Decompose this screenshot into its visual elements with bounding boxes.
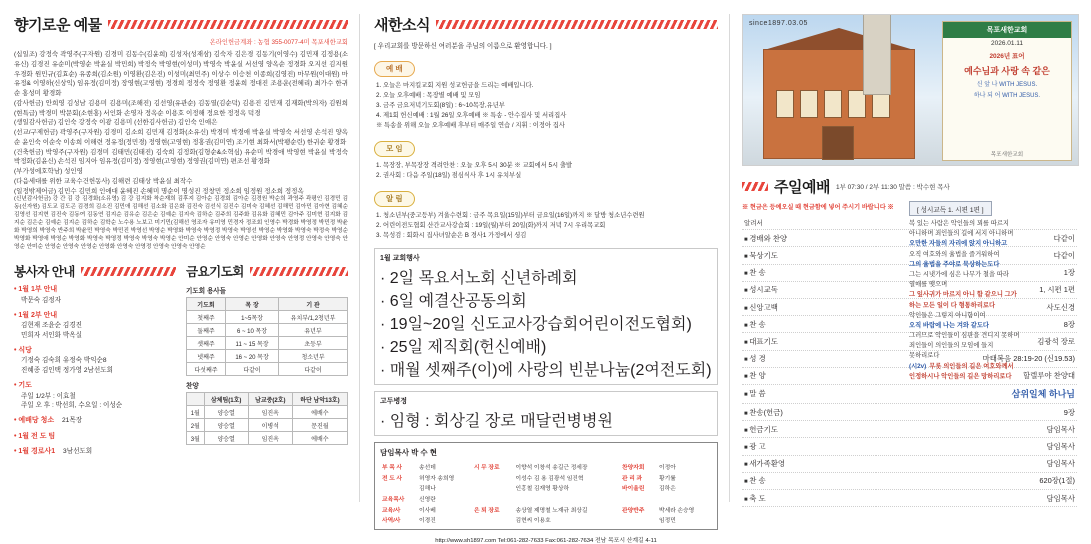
table-row: 사역/사 이경진 김현씨 이용호 임정민 xyxy=(382,518,676,525)
col-header: 하단 남악13호) xyxy=(292,393,347,406)
offerings-paragraph: (부가성에호학남) 성인영 xyxy=(14,168,83,175)
founding-date: since1897.03.05 xyxy=(749,20,808,27)
offerings-paragraph: (선교/구제헌금) 곽영주(구자원) 김경미 김소희 김민재 김정화(소유신) 박경미 박경애 박윤실 박영숙 서선영 손석진 양옥순 윤인숙 이순숙 이송희 이해련 정유정(정민경) 정영현(고영현) 정홍권(김미연) 조기현 최화서(박팽순린) 한귀순 황경화 xyxy=(14,129,348,146)
reading-line: 복 있는 사람은 악인들의 꾀를 따르지 xyxy=(909,220,1009,227)
event-line: · 2일 목요서노회 신년하례회 xyxy=(380,270,578,288)
staff-box xyxy=(374,442,718,530)
table-row: 3월 양승열 임진옥 에배수 xyxy=(187,432,348,445)
choir-table xyxy=(186,392,348,445)
table-row: 다섯째주 다같이 다같이 xyxy=(187,363,348,376)
table-row: 둘째주 6 ~ 10 목장 유년부 xyxy=(187,324,348,337)
event-line: · 19일~20일 신도교사강습회어린이전도협회) xyxy=(380,316,692,334)
volunteer-names: 박문숙 김정자 xyxy=(21,296,62,304)
volunteers-title: 봉사자 안내 xyxy=(14,265,75,280)
volunteer-item: • 1월 전 도 팀 xyxy=(14,432,56,440)
prayer-heading xyxy=(186,262,348,280)
table-row: 2월 양승열 이병석 문진월 xyxy=(187,419,348,432)
church-photo xyxy=(742,14,1079,166)
prayer-title: 금요기도회 xyxy=(186,265,244,280)
year-theme-sub1: 신 앞 나 WITH JESUS. xyxy=(976,82,1038,89)
news-line: 3. 금주 금요저녁기도회(8일) : 6~10목장,유년부 xyxy=(376,101,505,109)
bulletin-date: 2026.01.11 xyxy=(990,40,1024,47)
choir-table-caption: 찬양 xyxy=(186,383,199,391)
church-building-illustration xyxy=(763,49,915,159)
reading-line: 아니하며 죄인들의 길에 서지 아니하며 xyxy=(909,230,1014,238)
volunteer-item: • 식당 기정숙 김숙희 유정숙 박익순8 진혜종 김인택 정가영 2남선도회 xyxy=(14,346,176,376)
reading-line: 그러므로 악인들이 심판을 견디지 못하며 xyxy=(909,332,1020,340)
col-header: 기 관 xyxy=(279,298,348,311)
reading-line: 그의 율법을 주야로 묵상하는도다 xyxy=(909,260,1000,268)
reading-line: 못하리로다 xyxy=(909,352,940,360)
hatch-bar-icon xyxy=(436,20,718,29)
welcome-text: [ 우리교회를 방문하신 여러분을 주님의 이름으로 환영합니다. ] xyxy=(374,43,552,50)
cross-icon xyxy=(874,14,878,15)
volunteer-item: • 1월 2부 안내 김현재 조윤순 김경진 민희자 서인화 박옥실 xyxy=(14,311,176,341)
reading-line: 무릇 의인들의 길은 여호와께서 xyxy=(929,362,1014,370)
table-row: ■ 찬 송 1장 xyxy=(742,264,1077,281)
volunteer-names: 민희자 서인화 박옥실 xyxy=(21,331,82,339)
volunteer-item: • 예배당 청소 21목장 xyxy=(14,417,83,425)
section-label: 예 배 xyxy=(374,61,415,77)
event-line: · 매월 셋째주(이)에 사랑의 빈분나눔(2여전도회) xyxy=(380,362,712,380)
table-row: ■ 찬송(헌금) 9장 xyxy=(742,404,1077,421)
news-section-worship xyxy=(374,58,718,131)
table-row: ■ 묵상기도 다같이 xyxy=(742,247,1077,264)
news-line: 1. 오늘은 마지킬교회 지원 성교헌금을 드리는 예배입니다. xyxy=(376,81,534,89)
offerings-body xyxy=(14,50,348,252)
table-row: ■ 축 도 담임목사 xyxy=(742,490,1077,507)
reading-line: 인정하시나 악인들의 길은 망하리로다 xyxy=(909,372,1012,380)
church-name: 목포새한교회 xyxy=(943,22,1071,38)
reading-mark: (시2v) xyxy=(909,362,927,370)
reading-line: 열매를 맺으며 xyxy=(909,281,948,289)
table-row: 김해나 인홍철 김재영 황상하 바이올린 김하은 xyxy=(419,486,676,493)
offerings-paragraph: (다음세대를 위한 교육수건헌동사) 김해련 김태상 박윤실 최작수 xyxy=(14,177,193,185)
reading-line: 그는 시냇가에 심은 나무가 철을 따라 xyxy=(909,270,1009,278)
event-line: · 6일 예결산공동의회 xyxy=(380,293,527,311)
col-header: 삼체팀(1호) xyxy=(204,393,248,406)
offerings-paragraph: (신년감사헌금) 강 간 김 강 김경화(소유영) 김 강 김지화 착순재희 김후지 김아순 김경회 김아순 김경원 박순희 곽영주 곽평인 김경민 김동(신자원) 김도교 김도곤 김경희 김소진 김민애 김해선 김소화 김은화 김진숙 김선식 김진수 김미숙 김혜선 김해민 김아민 김아현 김혜순 김영선 김지현 김진숙 김동여 김동연 김지순 김유순 김은순 김예순 김지숙 김하순 김주희 김주화 김유화 김혜민 김아주 김미현 김지화 김지순 김은순 김예순 김지순 김하순 김학순 노수용 노보고 미기민(김해선 영조자 유미영 민경자 정조회 인영수 박경화 박영정 박민정 박윤화 박영희 박영숙 반주희 박윤민 박영숙 박민진 박영선 박영순 박영화 박영숙 박영정 박영숙 박영선 박영순 박영화 박영숙 박정숙 박영순 박영화 박영애 박영순 박영화 박영숙 박영정 박영숙 박영숙 박영순 안미순 안영순 안영숙 안영순 안영화 안영숙 안영정 안영숙 안영숙 안영순 안미순 안영순 안영숙 안영순 안영화 안영숙 안영정 안영숙 안영숙 안영순 xyxy=(14,196,348,251)
offerings-paragraph: (건축헌금) 박영주(구자원) 김경미 김태민(김태진) 김숙희 김정화(김형순&소혁심) 유순미 박경애 박영현 박윤실 박정숙 박정화(김윤신) 손석진 임지아 임유정(김미정) 정영현(고영현) 정영권(김미연) 편조선 황경화 xyxy=(14,148,348,166)
reading-line: 오직 여호와의 율법을 즐거워하여 xyxy=(909,250,1000,258)
news-line: 2. 어린이전도협회 산간교사강습회 : 19일(월)부터 20일(화)까지 저녁 7시 우리목교회 xyxy=(376,222,606,229)
table-row: ■ 찬 송 8장 xyxy=(742,316,1077,333)
volunteer-item: • 1월 1부 안내 박문숙 김정자 xyxy=(14,285,176,305)
volunteer-item: • 1월 경로사1 3남선도회 xyxy=(14,448,93,456)
news-section-notices xyxy=(374,188,718,241)
offerings-paragraph: (십일조) 강정숙 곽영주(구자원) 김경미 김동수(김윤희) 김성자(성재삼) 김숙자 김은경 김동기(이영수) 김민재 김정용(소유신) 김경진 유순미(박영순 박윤실 박민희) 박정숙 박영현(이성미) 박영숙 박윤실 서선영 양옥순 정경화 오지선 김지원 우경화 원민규(김효순) 유종희(김소원) 이영환(김은진) 이성미(최민주) 이상수 이승천 이종희(김영진) 마무원(이대원) 마유정& 이영하(신상익) 임유정(김미정) 장영현(고영현) 정경희 정정숙 정영환 정윤희 정대진 조용운(전혜리) 최가수 한귀순 홍성미 황경화 xyxy=(14,51,348,97)
church-steeple xyxy=(863,14,891,95)
col-header xyxy=(187,393,205,406)
table-row: ■ 찬 양 할렐루야 찬양대 xyxy=(742,367,1077,384)
news-line: ※ 특송을 위해 오늘 오후예배 후부터 매주일 연습 / 지휘 : 이정아 집사 xyxy=(376,122,565,130)
offerings-account: 온라인헌금계좌 : 농협 355-0077-4미 목포새한교회 xyxy=(209,39,348,46)
volunteer-names: 3남선도회 xyxy=(63,448,93,456)
reading-line: 하는 모든 일이 다 형통하리로다 xyxy=(909,301,996,309)
table-row: ■ 광 고 담임목사 xyxy=(742,438,1077,455)
volunteer-names: 진혜종 김인택 정가영 2남선도회 xyxy=(21,367,113,375)
table-row: 전 도 사 허영자 송희영 이성수 김 용 김광석 임진혁 관 리 과 황기률 xyxy=(382,475,676,482)
news-line: 3. 목성검 : 회화시 집사녀알순은 B 경사1 가정에서 셩김 xyxy=(376,232,527,240)
year-theme-text: 예수님과 사랑 속 같은 xyxy=(964,66,1050,76)
prayer-table-caption: 기도회 용사들 xyxy=(186,288,227,296)
offerings-paragraph: (일정밖제어금) 김민수 김민희 인애대 윤혜진 손혜미 명순이 명성진 정창민 정소희 임정원 정소희 정정옥 xyxy=(14,187,304,195)
table-row: 1월 양승열 임진옥 에배수 xyxy=(187,406,348,419)
volunteer-names: 주일 오 후 : 박선희, 수요일 : 이성순 xyxy=(21,402,123,410)
section-label: 모 임 xyxy=(374,141,415,157)
service-heading xyxy=(742,176,1077,197)
service-meta: 1부 07:30 / 2부 11:30 말씀 : 박수현 목사 xyxy=(835,184,950,191)
column-service xyxy=(730,0,1091,516)
column-news xyxy=(360,0,730,544)
volunteer-names: 김현재 조윤순 김경진 xyxy=(21,322,82,330)
offerings-paragraph: (감사헌금) 안희영 김성남 김용미 김용미(조해진) 김선영(유관순) 김동열(김순덕) 김용진 김민재 김재화(박의자) 김원희 (현특급) 박경미 박문회(소현홍) 서인화 손영자 정옥순 이용호 이정해 정요한 정정옥 덕경 xyxy=(14,99,348,117)
table-row: 교육/사 이사베 은 퇴 장로 송상열 제명철 노재규 최상길 관양반주 박세라 손승영 xyxy=(382,507,695,514)
volunteer-names: 주일 1/2부 : 이효철 xyxy=(21,392,76,400)
table-row: 알려서 xyxy=(742,215,1077,230)
staff-table xyxy=(380,461,712,525)
news-title: 새한소식 xyxy=(374,17,430,34)
responsive-reading-panel xyxy=(909,196,1077,382)
service-title: 주일예배 xyxy=(774,179,830,196)
year-theme-label: 2026년 표어 xyxy=(989,53,1025,60)
table-row: ■ 말 씀 삼위일체 하나님 xyxy=(742,384,1077,403)
offerings-heading xyxy=(14,14,348,35)
table-row: ■ 찬 송 620장(1절) xyxy=(742,472,1077,489)
table-row: 부 목 사 송선데 시 무 장로 이향석 이창석 송길근 정세장 찬양자회 이정아 xyxy=(382,465,676,472)
year-theme-banner xyxy=(942,21,1072,161)
contact-footer: http://www.sh1897.com Tel:061-282-7633 Fax:061-282-7634 전남 목포시 산계길 4-11 xyxy=(435,537,657,544)
prayer-block xyxy=(186,262,348,463)
news-line: 1. 청소년부(중고등부) 겨울수련회 : 금주 목요일(15일)부터 금요일(16일)까지 ※ 달방 청소년수련원 xyxy=(376,211,645,219)
monthly-events-box xyxy=(374,248,718,385)
hatch-bar-icon xyxy=(108,20,348,29)
hatch-bar-icon xyxy=(742,182,768,191)
news-heading xyxy=(374,14,718,35)
volunteer-names: 21목장 xyxy=(62,417,83,425)
offerings-title: 향기로운 예물 xyxy=(14,17,102,34)
table-row: ■ 대표기도 김광석 장로 xyxy=(742,333,1077,350)
event-line: · 25일 제직회(헌신예배) xyxy=(380,339,547,357)
banner-church-name: 목포새한교회 xyxy=(990,152,1024,158)
reading-line: 악인들은 그렇지 아니함이여 xyxy=(909,311,986,319)
col-header: 기도회 xyxy=(187,298,226,311)
col-header: 남교중(2호) xyxy=(248,393,292,406)
hospital-line: · 임형 : 회상길 장로 매달런병병원 xyxy=(380,413,613,431)
reading-line: 오만한 자들의 자리에 앉지 아니하고 xyxy=(909,240,1008,248)
monthly-events-title: 1월 교회행사 xyxy=(380,255,420,263)
table-row: ■ 경배와 찬양 다같이 xyxy=(742,230,1077,247)
news-line: 2. 권사회 : 다음 주일(18일) 점심식사 후 1시 유치부실 xyxy=(376,172,522,180)
year-theme-sub2: 하나 되 어 WITH JESUS. xyxy=(973,92,1041,99)
news-line: 2. 오늘 오후예배 : 목장별 예배 및 모임 xyxy=(376,91,481,99)
reading-line: 오직 바람에 나는 겨와 같도다 xyxy=(909,321,989,329)
prayer-table xyxy=(186,297,348,376)
hatch-bar-icon xyxy=(81,267,176,276)
table-row: ■ 성 경 마태복음 28:19-20 (신19.53) xyxy=(742,350,1077,367)
table-row: ■ 신앙고백 사도신경 xyxy=(742,298,1077,315)
hospital-visit-box xyxy=(374,391,718,436)
table-row: ■ 헌금기도 담임목사 xyxy=(742,421,1077,438)
reading-line: 죄인들이 의인들의 모임에 들지 xyxy=(909,342,994,350)
news-section-meetings xyxy=(374,138,718,181)
column-offerings xyxy=(0,0,360,516)
table-row: ■ 새가족환영 담임목사 xyxy=(742,455,1077,472)
col-header: 목 장 xyxy=(225,298,278,311)
responsive-reading-text xyxy=(909,219,1077,382)
responsive-reading-label: [ 성시교독 1. 시편 1편 ] xyxy=(909,201,992,216)
news-line: 4. 제1회 헌신예배 : 1월 26일 오후예배 ※ 특송 - 안수집사 및 서리집사 xyxy=(376,112,567,120)
volunteer-names: 기정숙 김숙희 유정숙 박익순8 xyxy=(21,357,107,365)
table-row: ■ 성시교독 1, 시편 1편 xyxy=(742,281,1077,298)
hatch-bar-icon xyxy=(250,267,348,276)
offerings-paragraph: (생일감사헌금) 김인숙 강정숙 이광 김용미 (선한김사헌금) 김인숙 인애은 xyxy=(14,119,218,127)
reading-line: 그 잎사귀가 마르지 아니 함 같으니 그가 xyxy=(909,291,1017,299)
table-row: 교육목사 신영란 xyxy=(382,496,436,503)
volunteers-heading xyxy=(14,262,176,280)
volunteer-item: • 기도 주일 1/2부 : 이효철 주일 오 후 : 박선희, 수요일 : 이성순 xyxy=(14,381,176,411)
section-label: 알 림 xyxy=(374,191,415,207)
table-row: 셋째주 11 ~ 15 목장 초등부 xyxy=(187,337,348,350)
volunteers-block xyxy=(14,262,176,463)
pastor-name: 담임목사 박 수 현 xyxy=(380,448,437,458)
offering-notice: ※ 현금은 등예오실 때 현금함에 넣어 주시기 바랍니다 ※ xyxy=(742,204,894,211)
table-row: 첫째주 1~5목장 유치부/1,2청년부 xyxy=(187,311,348,324)
hospital-visit-title: 고두병정 xyxy=(380,398,408,406)
news-line: 1. 목장장, 부목장장 격려안찬 : 오늘 오후 5시 30분 ※ 교회에서 5시 출발 xyxy=(376,161,573,169)
table-row: 넷째주 16 ~ 20 목장 청소년부 xyxy=(187,350,348,363)
